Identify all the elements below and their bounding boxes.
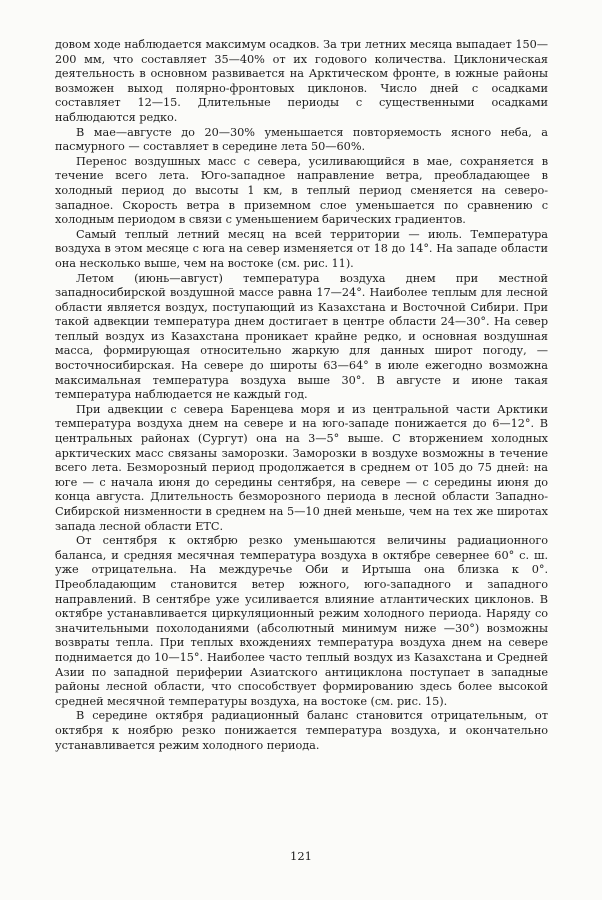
paragraph-wind: Перенос воздушных масс с севера, усиливающийся в мае, сохраняется в течение всего лета. Юго-западное направление ветра, преобладающее в холодный период до высоты 1 км, в теплый период сменяется на северо-западное. Скорость ветра в приземном слое уменьшается по сравнению с холодным периодом в связи с уменьшением барических градиентов. [55, 154, 548, 227]
paragraph-frosts: При адвекции с севера Баренцева моря и из центральной части Арктики температура воздуха днем на севере и на юго-западе понижается до 6—12°. В центральных районах (Сургут) она на 3—5° выше. С вторжением холодных арктических масс связаны заморозки. Заморозки в воздухе возможны в течение всего лета. Безморозный период продолжается в среднем от 105 до 75 дней: на юге — с начала июня до середины сентября, на севере — с середины июня до конца августа. Длительность безморозного периода в лесной области Западно-Сибирской низменности в среднем на 5—10 дней меньше, чем на тех же широтах запада лесной области ЕТС. [55, 402, 548, 533]
paragraph-cloudiness: В мае—августе до 20—30% уменьшается повторяемость ясного неба, а пасмурного — составляет в середине лета 50—60%. [55, 125, 548, 154]
paragraph-precipitation: довом ходе наблюдается максимум осадков. За три летних месяца выпадает 150—200 мм, что составляет 35—40% от их годового количества. Циклоническая деятельность в основном развивается на Арктическом фронте, в южные районы возможен выход полярно-фронтовых циклонов. Число дней с осадками составляет 12—15. Длительные периоды с существенными осадками наблюдаются редко. [55, 38, 548, 124]
paragraph-summer-temperature: Летом (июнь—август) температура воздуха днем при местной западносибирской воздушной массе равна 17—24°. Наиболее теплым для лесной области является воздух, поступающий из Казахстана и Восточной Сибири. При такой адвекции температура днем достигает в центре области 24—30°. На север теплый воздух из Казахстана проникает крайне редко, и основная воздушная масса, формирующая относительно жаркую для данных широт погоду, — восточносибирская. На севере до широты 63—64° в июле ежегодно возможна максимальная температура воздуха выше 30°. В августе и июне такая температура наблюдается не каждый год. [55, 271, 548, 402]
paragraph-autumn: От сентября к октябрю резко уменьшаются величины радиационного баланса, и средняя месячная температура воздуха в октябре севернее 60° с. ш. уже отрицательна. На междуречье Оби и Иртыша она близка к 0°. Преобладающим становится ветер южного, юго-западного и западного направлений. В сентябре уже усиливается влияние атлантических циклонов. В октябре устанавливается циркуляционный режим холодного периода. Наряду со значительными похолоданиями (абсолютный минимум ниже —30°) возможны возвраты тепла. При теплых вхождениях температура воздуха днем на севере поднимается до 10—15°. Наиболее часто теплый воздух из Казахстана и Средней Азии по западной периферии Азиатского антициклона поступает в западные районы лесной области, что способствует формированию здесь более высокой средней месячной температуры воздуха, на востоке (см. рис. 15). [55, 534, 548, 708]
body-text [55, 38, 548, 753]
paragraph-october: В середине октября радиационный баланс становится отрицательным, от октября к ноябрю резко понижается температура воздуха, и окончательно устанавливается режим холодного периода. [55, 709, 548, 752]
paragraph-july: Самый теплый летний месяц на всей территории — июль. Температура воздуха в этом месяце с юга на север изменяется от 18 до 14°. На западе области она несколько выше, чем на востоке (см. рис. 11). [55, 227, 548, 270]
page-number: 121 [290, 849, 312, 863]
